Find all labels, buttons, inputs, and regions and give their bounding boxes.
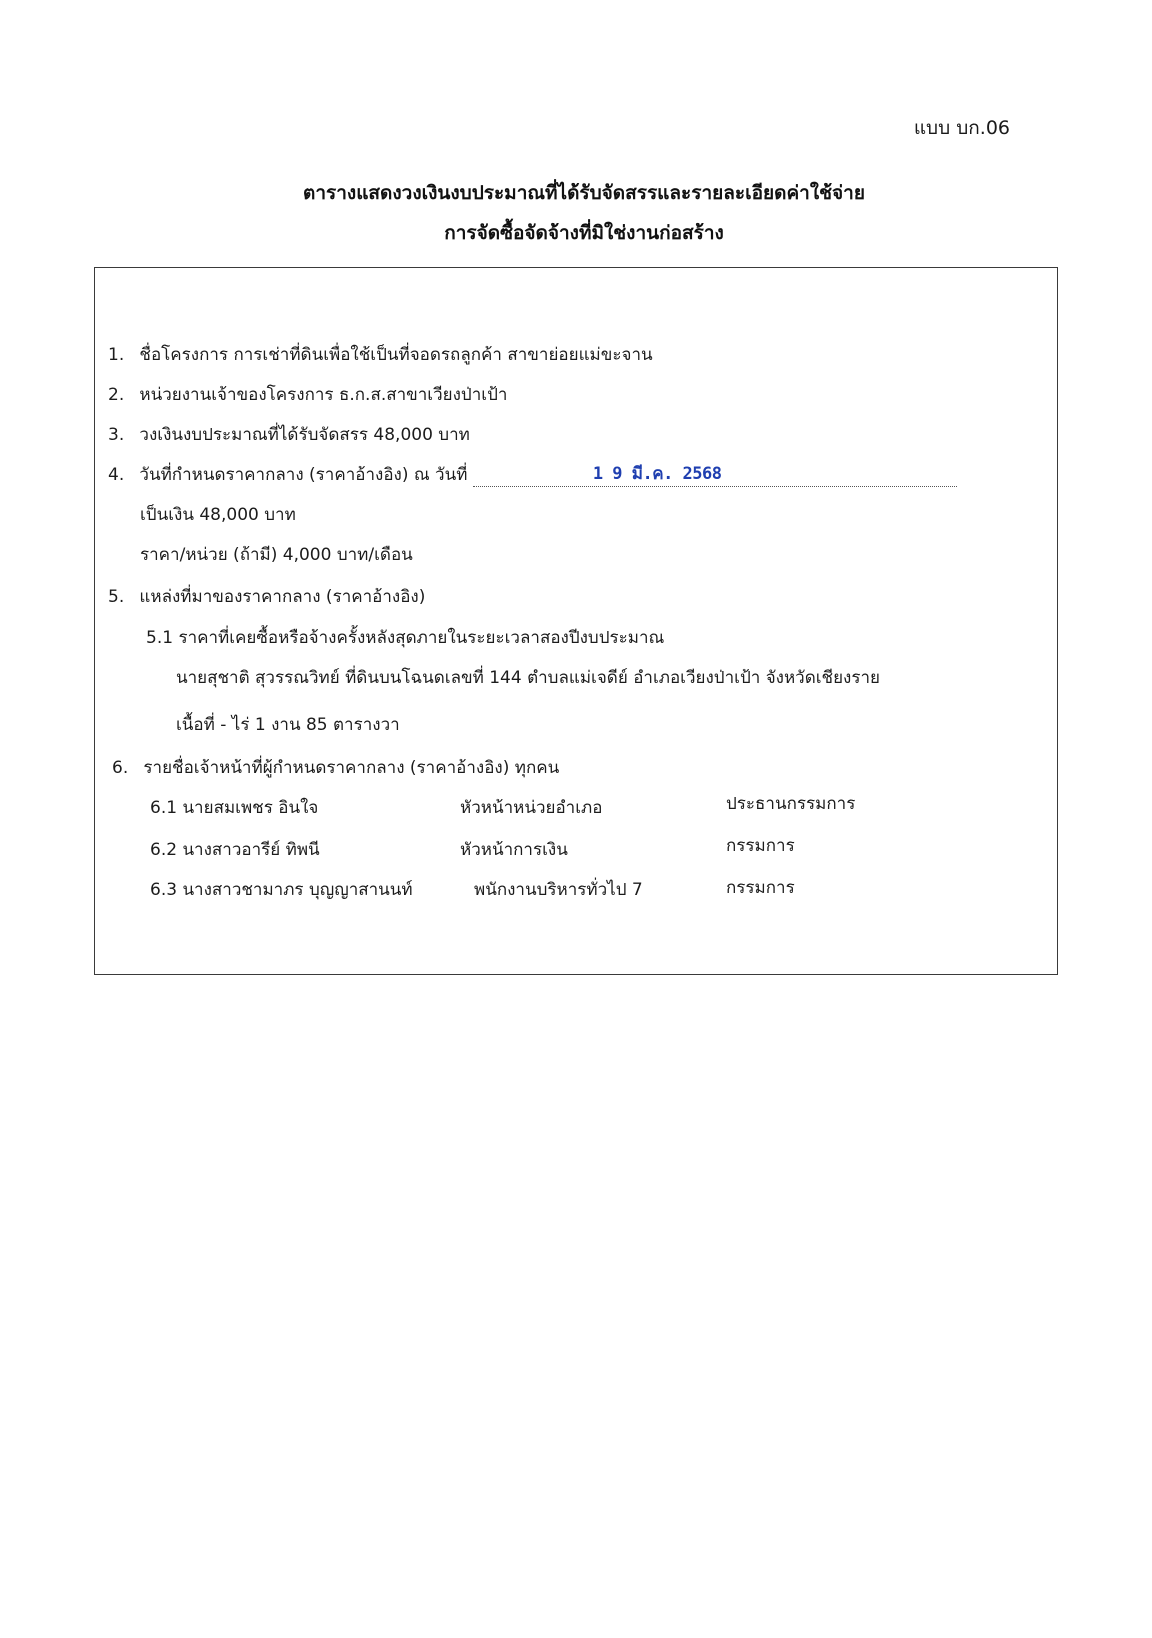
committee-member-role: กรรมการ <box>726 836 795 856</box>
committee-member-name: 6.2 นางสาวอารีย์ ทิพนี <box>150 840 320 860</box>
document-title-line1: ตารางแสดงวงเงินงบประมาณที่ได้รับจัดสรรและรายละเอียดค่าใช้จ่าย <box>303 182 865 204</box>
item-5-detail-area: เนื้อที่ - ไร่ 1 งาน 85 ตารางวา <box>176 715 400 735</box>
committee-member-name: 6.1 นายสมเพชร อินใจ <box>150 798 319 818</box>
committee-member-role: ประธานกรรมการ <box>726 794 856 814</box>
item-4-unit-price: ราคา/หน่วย (ถ้ามี) 4,000 บาท/เดือน <box>140 545 413 565</box>
committee-member <box>150 878 1030 902</box>
item-6-number: 6. <box>112 758 129 778</box>
reference-date-field <box>473 466 957 487</box>
budget-amount: วงเงินงบประมาณที่ได้รับจัดสรร 48,000 บาท <box>139 425 470 445</box>
item-5-1: 5.1 ราคาที่เคยซื้อหรือจ้างครั้งหลังสุดภายในระยะเวลาสองปีงบประมาณ <box>146 628 665 648</box>
form-code: แบบ บก.06 <box>913 117 1010 139</box>
project-owner: หน่วยงานเจ้าของโครงการ ธ.ก.ส.สาขาเวียงป่าเป้า <box>139 385 508 405</box>
committee-member-position: หัวหน้าหน่วยอำเภอ <box>460 798 603 818</box>
committee-member-position: หัวหน้าการเงิน <box>460 840 568 860</box>
committee-member-name: 6.3 นางสาวชามาภร บุญญาสานนท์ <box>150 880 413 900</box>
project-name: ชื่อโครงการ การเช่าที่ดินเพื่อใช้เป็นที่จอดรถลูกค้า สาขาย่อยแม่ขะจาน <box>139 345 653 365</box>
item-4-number: 4. <box>108 465 125 485</box>
item-1 <box>108 343 653 367</box>
item-1-number: 1. <box>108 345 125 365</box>
committee-member <box>150 838 1030 862</box>
date-stamp: 1 9 มี.ค. 2568 <box>592 464 722 484</box>
item-5-detail-owner: นายสุชาติ สุวรรณวิทย์ ที่ดินบนโฉนดเลขที่ 144 ตำบลแม่เจดีย์ อำเภอเวียงป่าเป้า จังหวัดเชียงราย <box>176 668 880 688</box>
committee-member-position: พนักงานบริหารทั่วไป 7 <box>474 880 643 900</box>
committee-member <box>150 796 1030 820</box>
item-4 <box>108 463 957 487</box>
content-box <box>94 267 1058 975</box>
item-6 <box>112 756 559 780</box>
item-2 <box>108 383 507 407</box>
item-3-number: 3. <box>108 425 125 445</box>
reference-date-label: วันที่กำหนดราคากลาง (ราคาอ้างอิง) ณ วันที่ <box>139 465 468 485</box>
item-4-amount: เป็นเงิน 48,000 บาท <box>140 505 296 525</box>
item-3 <box>108 423 470 447</box>
document-title-line2: การจัดซื้อจัดจ้างที่มิใช่งานก่อสร้าง <box>444 222 724 244</box>
price-source-heading: แหล่งที่มาของราคากลาง (ราคาอ้างอิง) <box>139 587 426 607</box>
item-5 <box>108 585 425 609</box>
item-5-number: 5. <box>108 587 125 607</box>
committee-member-role: กรรมการ <box>726 878 795 898</box>
item-2-number: 2. <box>108 385 125 405</box>
committee-heading: รายชื่อเจ้าหน้าที่ผู้กำหนดราคากลาง (ราคาอ้างอิง) ทุกคน <box>143 758 560 778</box>
